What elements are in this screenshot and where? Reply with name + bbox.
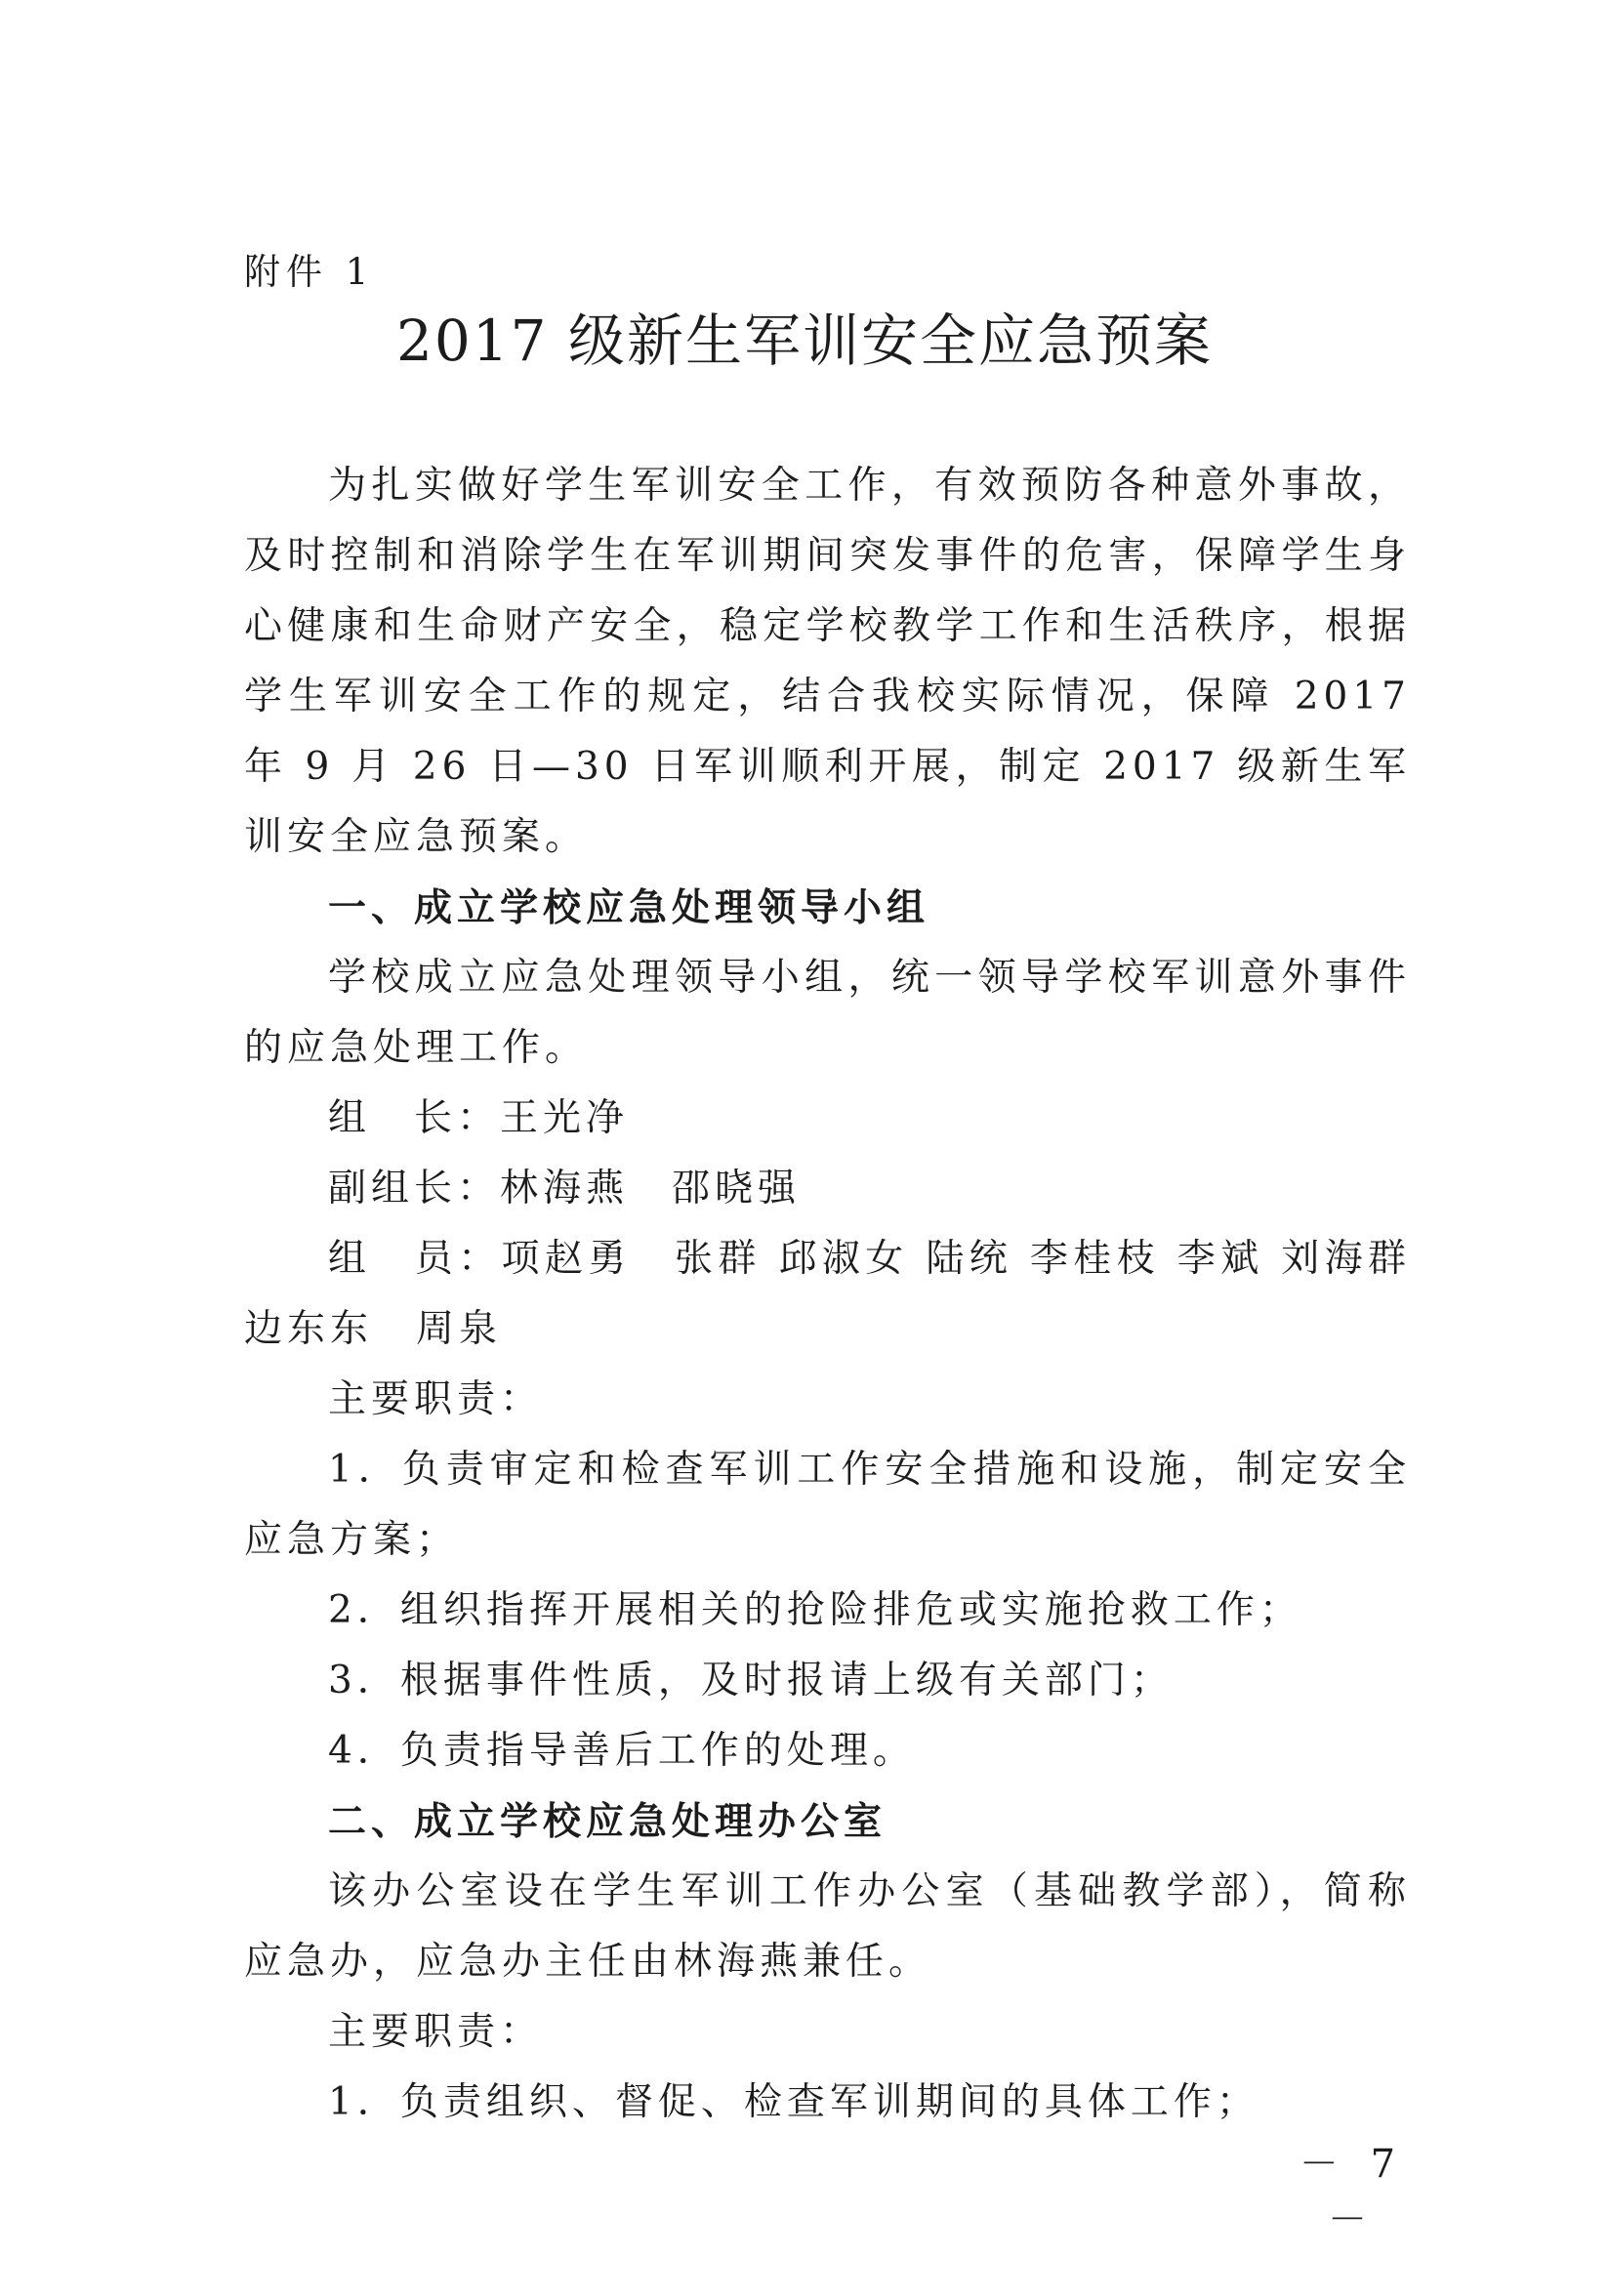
deputy-leader-value: 林海燕 邵晓强 xyxy=(500,1167,802,1210)
section-2-heading: 二、成立学校应急处理办公室 xyxy=(328,1799,887,1844)
section-1-duty-1: 1．负责审定和检查军训工作安全措施和设施，制定安全应急方案； xyxy=(244,1448,1411,1562)
section-2-duties-label: 主要职责： xyxy=(328,2010,544,2054)
section-1-duty-2: 2．组织指挥开展相关的抢险排危或实施抢救工作； xyxy=(328,1588,1302,1632)
document-title: 2017 级新生军训安全应急预案 xyxy=(395,308,1214,374)
deputy-leader-label: 副组长： xyxy=(328,1167,501,1210)
section-1-duties-label: 主要职责： xyxy=(328,1377,544,1421)
section-2-description: 该办公室设在学生军训工作办公室（基础教学部），简称应急办，应急办主任由林海燕兼任。 xyxy=(244,1869,1411,1984)
leader-value: 王光净 xyxy=(500,1096,630,1140)
leader-label: 组 长： xyxy=(328,1096,501,1140)
section-1-description: 学校成立应急处理领导小组，统一领导学校军训意外事件的应急处理工作。 xyxy=(244,956,1411,1070)
attachment-label: 附件 1 xyxy=(244,251,375,293)
document-body xyxy=(244,451,1411,2138)
members-line xyxy=(244,1224,1411,1365)
leader-line xyxy=(244,1084,1411,1154)
deputy-leader-line xyxy=(244,1154,1411,1224)
section-1-duty-3: 3．根据事件性质，及时报请上级有关部门； xyxy=(328,1659,1174,1702)
members-label: 组 员： xyxy=(328,1237,502,1281)
page-number: － 7 － xyxy=(1299,2142,1406,2242)
section-2-duty-1: 1．负责组织、督促、检查军训期间的具体工作； xyxy=(328,2080,1259,2124)
section-1-heading: 一、成立学校应急处理领导小组 xyxy=(328,885,930,930)
members-value: 项赵勇 张群 邱淑女 陆统 李桂枝 李斌 刘海群 边东东 周泉 xyxy=(244,1237,1411,1351)
section-1-duty-4: 4．负责指导善后工作的处理。 xyxy=(328,1729,916,1773)
intro-paragraph: 为扎实做好学生军训安全工作，有效预防各种意外事故，及时控制和消除学生在军训期间突发事件的危害，保障学生身心健康和生命财产安全，稳定学校教学工作和生活秩序，根据学生军训安全工作的规定，结合我校实际情况，保障 2017 年 9 月 26 日—30 日军训顺利开展，制定 2017 级新生军训安全应急预案。 xyxy=(244,464,1411,859)
